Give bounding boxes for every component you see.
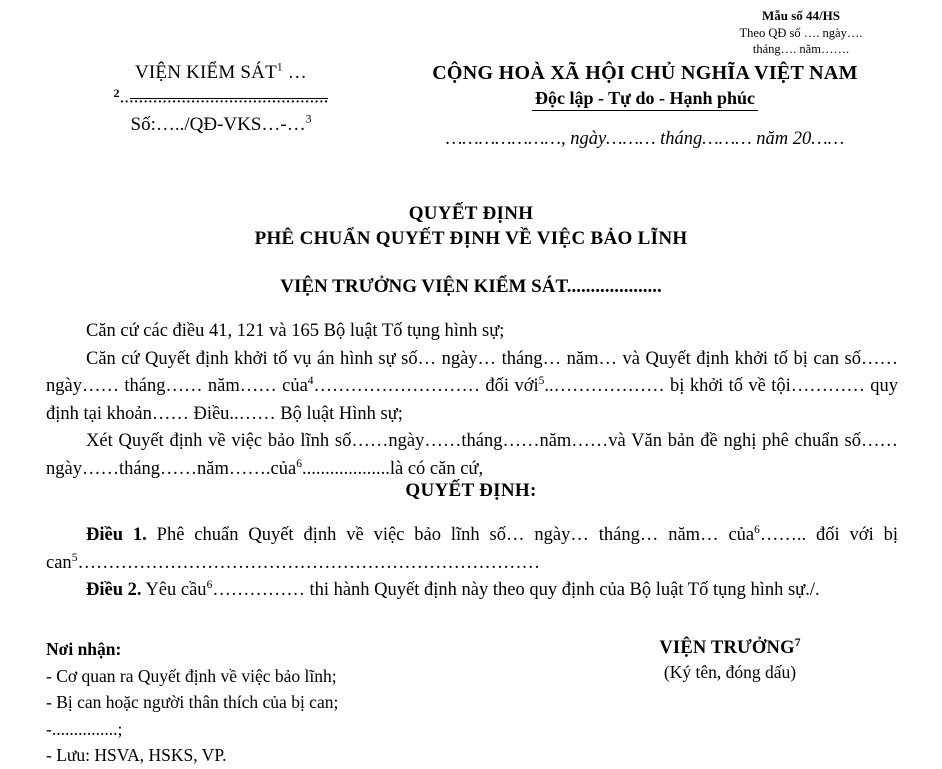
signature-title (560, 638, 900, 659)
footnote-marker-6: 6 (296, 457, 302, 470)
footnote-marker-5: 5 (538, 374, 545, 387)
signature-block (560, 638, 900, 683)
authority-line (0, 276, 942, 298)
issuing-authority-name-text: VIỆN KIỂM SÁT (134, 62, 277, 83)
document-body (46, 318, 898, 483)
national-motto-wrap (532, 88, 758, 111)
footnote-marker-4: 4 (307, 374, 314, 387)
articles-section (46, 522, 898, 605)
recipient-item: - Bị can hoặc người thân thích của bị can; (46, 692, 339, 713)
body-paragraph-1 (46, 318, 898, 346)
recipients-block (46, 636, 476, 769)
body-paragraph-2-text-c: ..……………… bị khởi tố về tội………… quy định tại khoản…… Điều..…… Bộ luật Hình sự; (46, 376, 898, 424)
article-2-text-b: …………… thi hành Quyết định này theo quy định của Bộ luật Tố tụng hình sự./. (212, 580, 820, 601)
footnote-marker-7: 7 (794, 636, 801, 649)
recipients-title: Nơi nhận: (46, 639, 122, 659)
document-footer (0, 636, 942, 767)
body-paragraph-1-text: Căn cứ các điều 41, 121 và 165 Bộ luật Tố tụng hình sự; (86, 321, 505, 341)
place-date-line: …………………, ngày……… tháng……… năm 20…… (445, 129, 845, 149)
body-paragraph-2-text-a: Căn cứ Quyết định khởi tố vụ án hình sự số… ngày… tháng… năm… và Quyết định khởi tố bị can số…… ngày…… tháng…… năm…… của (46, 348, 898, 397)
issuing-authority-underline (130, 98, 328, 99)
article-2-label: Điều 2. (86, 580, 142, 601)
issuing-authority-block (46, 62, 396, 136)
form-code-line-2: tháng…. năm……. (752, 41, 850, 56)
signature-note: (Ký tên, đóng dấu) (663, 662, 797, 682)
article-2-text-a: Yêu cầu (141, 580, 207, 601)
body-paragraph-2-text-b: ……………………… đối với (313, 376, 539, 397)
footnote-marker-2: 2 (113, 86, 120, 100)
article-1-text-c: ………………………………………………………………… (77, 552, 540, 573)
national-motto: Độc lập - Tự do - Hạnh phúc (532, 88, 758, 111)
document-number-text: Số:…../QĐ-VKS…-… (130, 114, 306, 136)
body-paragraph-3-text-b: ...................là có căn cứ, (301, 458, 484, 479)
national-heading-block (400, 62, 890, 150)
recipient-item: -...............; (46, 718, 123, 739)
form-code-line-1: Theo QĐ số …. ngày…. (739, 25, 863, 40)
document-number-line (46, 114, 396, 136)
issuing-authority-dots: ............................................ (119, 86, 329, 108)
article-1-label: Điều 1. (86, 525, 147, 545)
article-1-footnote-marker-5: 5 (71, 551, 78, 564)
article-1-text-b: …….. đối với bị can (46, 525, 899, 573)
issuing-authority-name-trailing: … (282, 62, 308, 83)
document-subtitle: PHÊ CHUẨN QUYẾT ĐỊNH VỀ VIỆC BẢO LĨNH (254, 228, 688, 249)
document-header (0, 62, 942, 152)
body-paragraph-3 (46, 428, 898, 483)
footnote-marker-1: 1 (276, 61, 283, 74)
issuing-authority-name (46, 62, 396, 84)
recipient-item: - Cơ quan ra Quyết định về việc bảo lĩnh; (46, 665, 337, 686)
body-paragraph-2 (46, 346, 898, 429)
national-title: CỘNG HOÀ XÃ HỘI CHỦ NGHĨA VIỆT NAM (432, 62, 858, 84)
footnote-marker-3: 3 (305, 113, 312, 126)
body-paragraph-3-text-a: Xét Quyết định về việc bảo lĩnh số……ngày……tháng……năm……và Văn bản đề nghị phê chuẩn số……ngày……tháng……năm…….của (46, 431, 898, 479)
article-2 (46, 577, 898, 605)
signature-title-text: VIỆN TRƯỞNG (659, 638, 795, 658)
recipient-item: - Lưu: HSVA, HSKS, VP. (46, 745, 227, 766)
article-1-text-a: Phê chuẩn Quyết định về việc bảo lĩnh số… ngày… tháng… năm… của (146, 525, 755, 545)
article-1 (46, 522, 898, 577)
decision-heading: QUYẾT ĐỊNH: (405, 480, 537, 501)
article-1-footnote-marker-6: 6 (754, 523, 760, 536)
issuing-authority-blank-line (46, 85, 396, 108)
article-2-footnote-marker-6: 6 (206, 578, 213, 591)
form-code-title: Mẫu số 44/HS (761, 8, 840, 23)
form-code-block (660, 8, 942, 57)
authority-line-dots: .................... (566, 276, 662, 297)
authority-line-text: VIỆN TRƯỞNG VIỆN KIỂM SÁT (280, 276, 567, 297)
document-title: QUYẾT ĐỊNH (408, 203, 534, 224)
